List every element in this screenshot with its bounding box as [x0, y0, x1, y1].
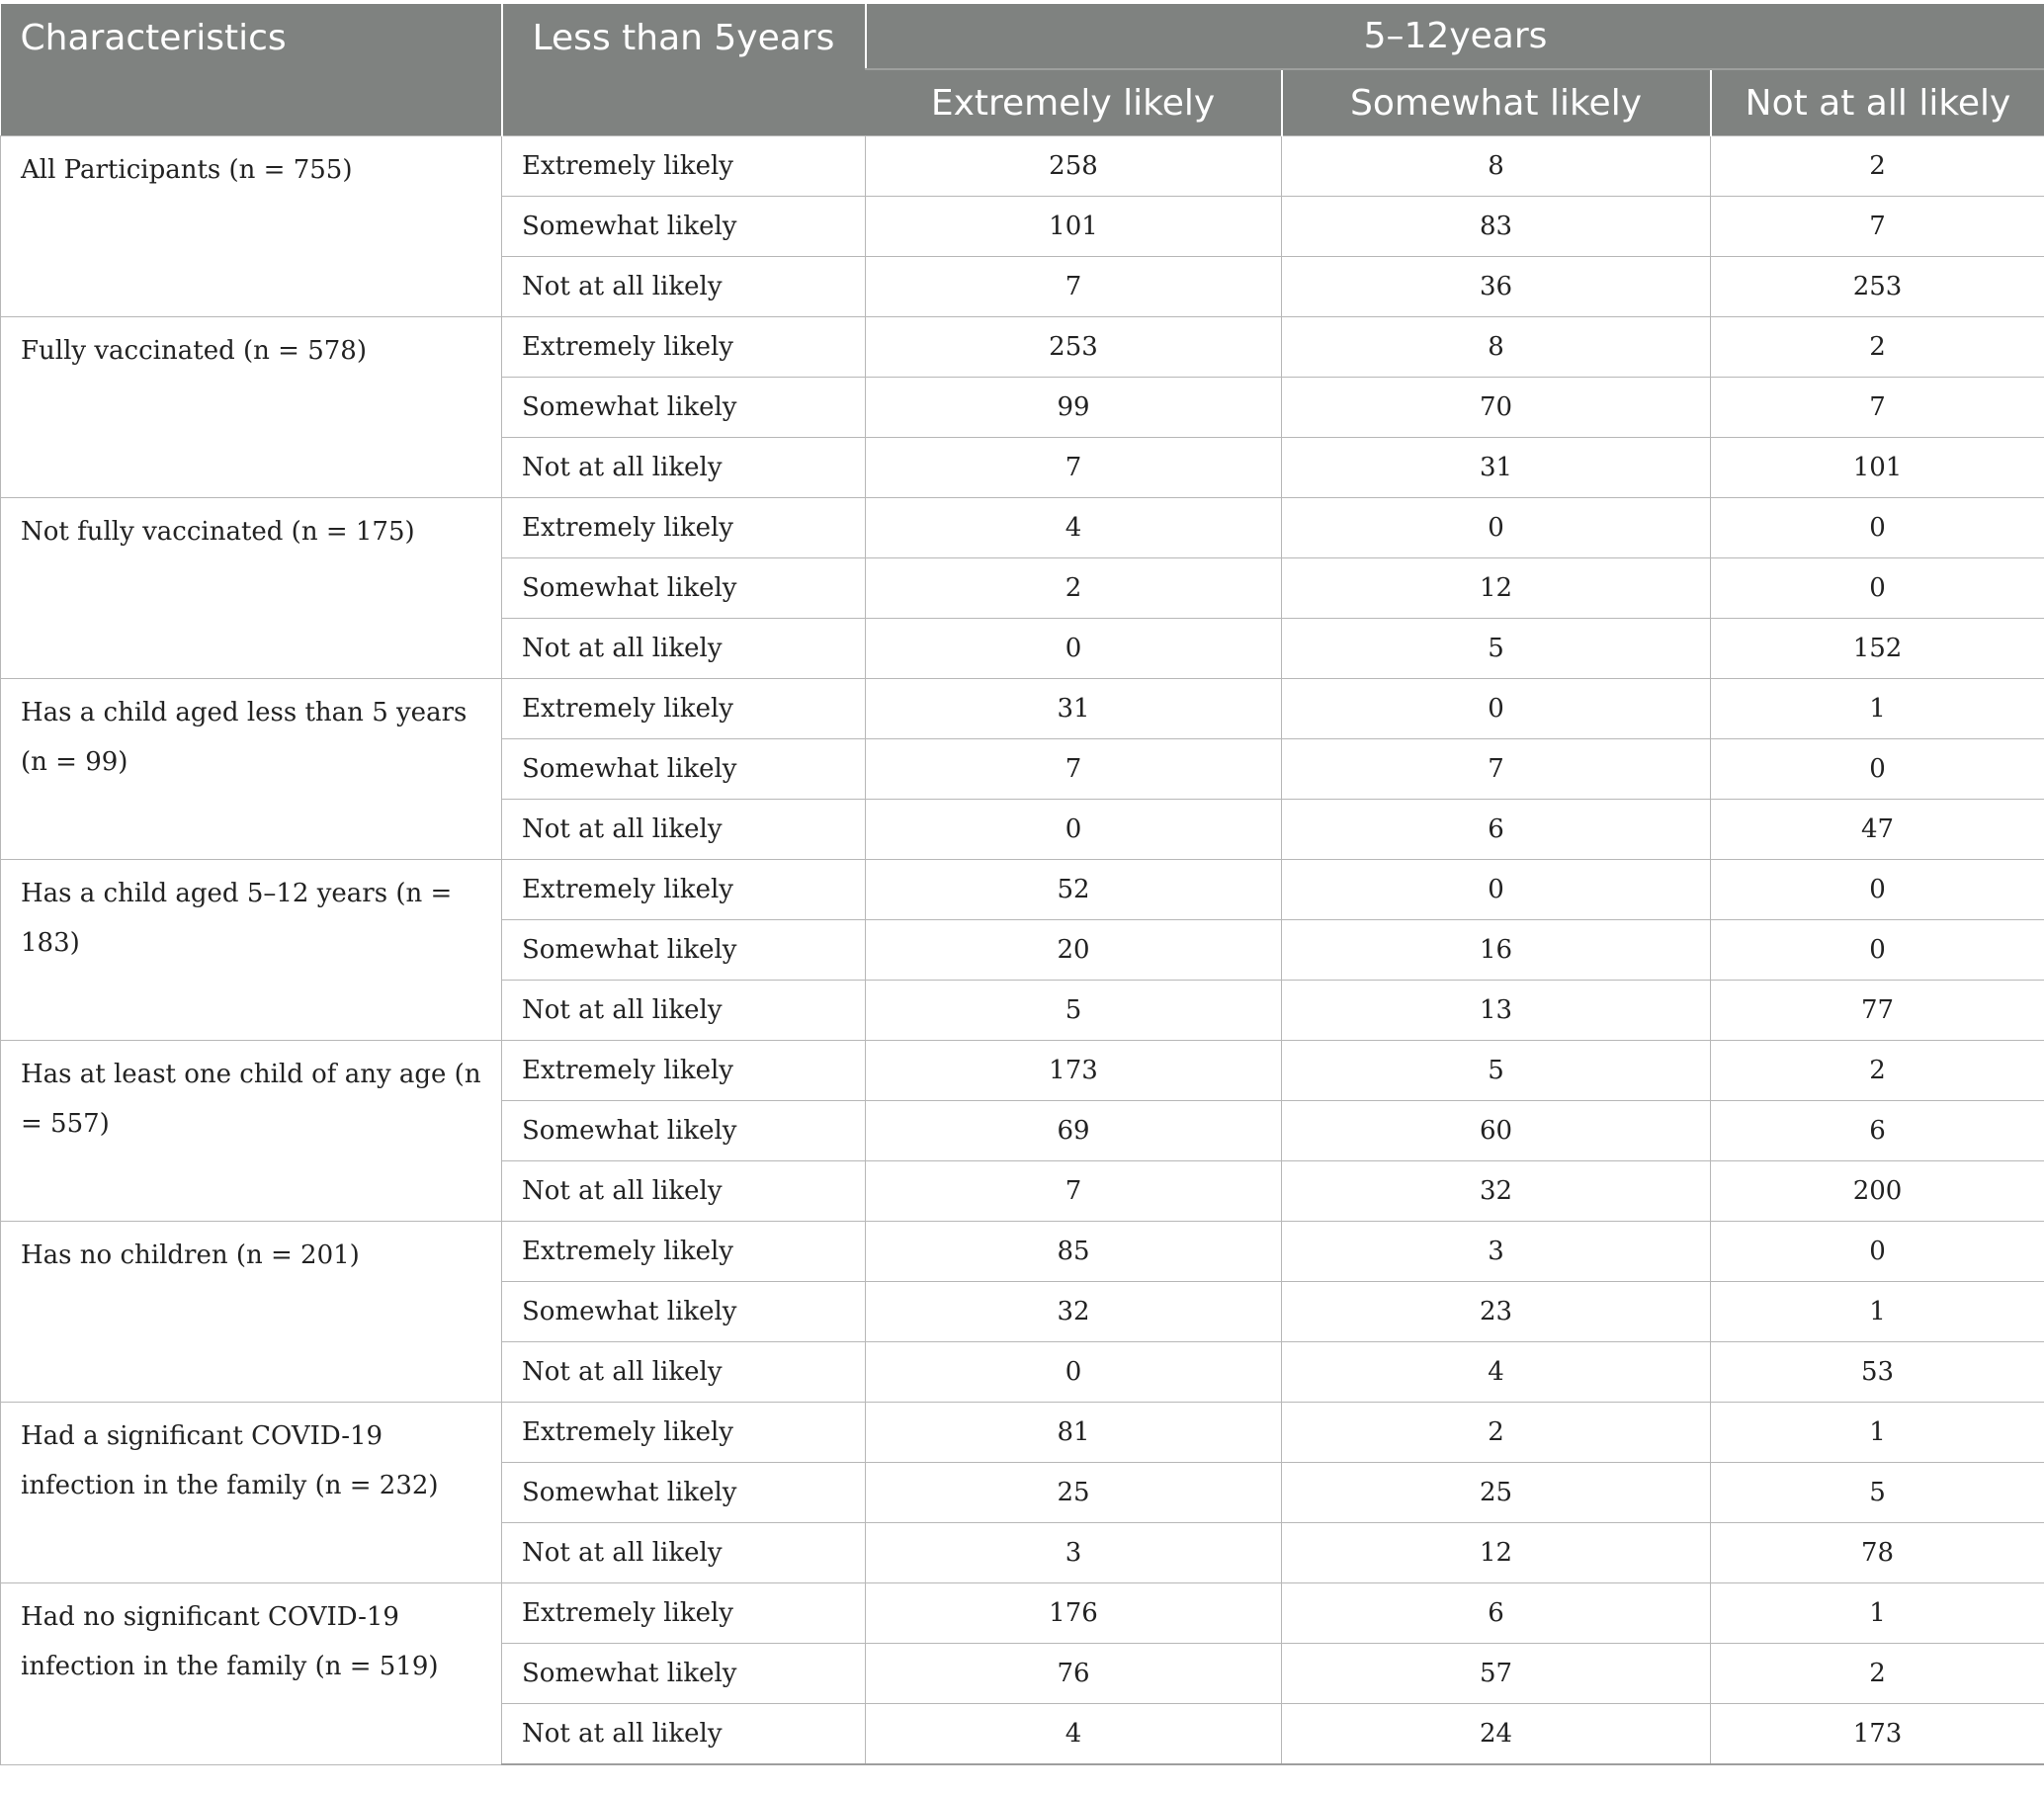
- value-somewhat-likely: 2: [1282, 1403, 1711, 1463]
- value-not-at-all-likely: 0: [1711, 498, 2044, 558]
- data-table: [0, 4, 2044, 1765]
- value-somewhat-likely: 8: [1282, 317, 1711, 378]
- table-header: [1, 4, 2044, 136]
- value-not-at-all-likely: 0: [1711, 558, 2044, 619]
- response-label: Extremely likely: [502, 136, 866, 197]
- response-label: Extremely likely: [502, 1403, 866, 1463]
- table-row: [1, 1041, 2044, 1101]
- value-not-at-all-likely: 5: [1711, 1463, 2044, 1523]
- response-label: Somewhat likely: [502, 1101, 866, 1161]
- value-extremely-likely: 4: [866, 498, 1282, 558]
- response-label: Somewhat likely: [502, 1644, 866, 1704]
- characteristic-label: Has a child aged less than 5 years (n = 99): [1, 679, 502, 860]
- value-extremely-likely: 0: [866, 619, 1282, 679]
- value-somewhat-likely: 32: [1282, 1161, 1711, 1222]
- value-somewhat-likely: 12: [1282, 1523, 1711, 1583]
- response-label: Not at all likely: [502, 981, 866, 1041]
- response-label: Extremely likely: [502, 679, 866, 739]
- response-label: Somewhat likely: [502, 739, 866, 800]
- value-not-at-all-likely: 152: [1711, 619, 2044, 679]
- value-extremely-likely: 7: [866, 1161, 1282, 1222]
- table-row: [1, 1403, 2044, 1463]
- value-not-at-all-likely: 1: [1711, 1583, 2044, 1644]
- value-extremely-likely: 4: [866, 1704, 1282, 1765]
- value-extremely-likely: 5: [866, 981, 1282, 1041]
- value-somewhat-likely: 12: [1282, 558, 1711, 619]
- value-not-at-all-likely: 7: [1711, 197, 2044, 257]
- value-extremely-likely: 76: [866, 1644, 1282, 1704]
- value-extremely-likely: 3: [866, 1523, 1282, 1583]
- response-label: Somewhat likely: [502, 1282, 866, 1342]
- value-somewhat-likely: 83: [1282, 197, 1711, 257]
- value-extremely-likely: 32: [866, 1282, 1282, 1342]
- response-label: Somewhat likely: [502, 197, 866, 257]
- table-body: [1, 136, 2044, 1765]
- value-not-at-all-likely: 200: [1711, 1161, 2044, 1222]
- value-somewhat-likely: 5: [1282, 619, 1711, 679]
- response-label: Somewhat likely: [502, 920, 866, 981]
- value-somewhat-likely: 24: [1282, 1704, 1711, 1765]
- value-not-at-all-likely: 2: [1711, 1644, 2044, 1704]
- value-somewhat-likely: 31: [1282, 438, 1711, 498]
- value-not-at-all-likely: 101: [1711, 438, 2044, 498]
- value-somewhat-likely: 3: [1282, 1222, 1711, 1282]
- header-5-12-years: 5–12years: [866, 4, 2044, 69]
- value-somewhat-likely: 6: [1282, 1583, 1711, 1644]
- response-label: Not at all likely: [502, 1342, 866, 1403]
- characteristic-label: Has a child aged 5–12 years (n = 183): [1, 860, 502, 1041]
- response-label: Not at all likely: [502, 619, 866, 679]
- characteristic-label: Had no significant COVID-19 infection in the family (n = 519): [1, 1583, 502, 1765]
- value-somewhat-likely: 57: [1282, 1644, 1711, 1704]
- header-extremely-likely: Extremely likely: [866, 69, 1282, 136]
- value-somewhat-likely: 36: [1282, 257, 1711, 317]
- value-extremely-likely: 176: [866, 1583, 1282, 1644]
- value-not-at-all-likely: 2: [1711, 317, 2044, 378]
- response-label: Not at all likely: [502, 1161, 866, 1222]
- value-somewhat-likely: 70: [1282, 378, 1711, 438]
- value-extremely-likely: 7: [866, 257, 1282, 317]
- header-characteristics: Characteristics: [1, 4, 502, 136]
- value-extremely-likely: 52: [866, 860, 1282, 920]
- value-extremely-likely: 173: [866, 1041, 1282, 1101]
- value-somewhat-likely: 23: [1282, 1282, 1711, 1342]
- value-not-at-all-likely: 0: [1711, 920, 2044, 981]
- value-somewhat-likely: 5: [1282, 1041, 1711, 1101]
- value-somewhat-likely: 8: [1282, 136, 1711, 197]
- value-not-at-all-likely: 2: [1711, 136, 2044, 197]
- response-label: Somewhat likely: [502, 1463, 866, 1523]
- value-extremely-likely: 2: [866, 558, 1282, 619]
- header-not-at-all-likely: Not at all likely: [1711, 69, 2044, 136]
- header-somewhat-likely: Somewhat likely: [1282, 69, 1711, 136]
- value-not-at-all-likely: 0: [1711, 860, 2044, 920]
- response-label: Somewhat likely: [502, 558, 866, 619]
- table-row: [1, 860, 2044, 920]
- characteristic-label: Has no children (n = 201): [1, 1222, 502, 1403]
- header-less-than-5-years: Less than 5years: [502, 4, 866, 136]
- response-label: Not at all likely: [502, 1704, 866, 1765]
- response-label: Not at all likely: [502, 438, 866, 498]
- value-extremely-likely: 0: [866, 1342, 1282, 1403]
- characteristic-label: Not fully vaccinated (n = 175): [1, 498, 502, 679]
- value-somewhat-likely: 6: [1282, 800, 1711, 860]
- characteristic-label: Fully vaccinated (n = 578): [1, 317, 502, 498]
- response-label: Not at all likely: [502, 1523, 866, 1583]
- response-label: Not at all likely: [502, 800, 866, 860]
- value-extremely-likely: 69: [866, 1101, 1282, 1161]
- characteristic-label: All Participants (n = 755): [1, 136, 502, 317]
- value-not-at-all-likely: 173: [1711, 1704, 2044, 1765]
- table-row: [1, 679, 2044, 739]
- value-somewhat-likely: 0: [1282, 679, 1711, 739]
- characteristic-label: Has at least one child of any age (n = 557): [1, 1041, 502, 1222]
- response-label: Extremely likely: [502, 1222, 866, 1282]
- value-somewhat-likely: 0: [1282, 498, 1711, 558]
- value-extremely-likely: 101: [866, 197, 1282, 257]
- characteristic-label: Had a significant COVID-19 infection in the family (n = 232): [1, 1403, 502, 1583]
- value-not-at-all-likely: 253: [1711, 257, 2044, 317]
- value-somewhat-likely: 0: [1282, 860, 1711, 920]
- value-extremely-likely: 7: [866, 739, 1282, 800]
- response-label: Somewhat likely: [502, 378, 866, 438]
- value-extremely-likely: 253: [866, 317, 1282, 378]
- value-somewhat-likely: 25: [1282, 1463, 1711, 1523]
- value-extremely-likely: 31: [866, 679, 1282, 739]
- value-not-at-all-likely: 0: [1711, 1222, 2044, 1282]
- table-row: [1, 1222, 2044, 1282]
- response-label: Extremely likely: [502, 1041, 866, 1101]
- value-not-at-all-likely: 78: [1711, 1523, 2044, 1583]
- value-extremely-likely: 20: [866, 920, 1282, 981]
- table-row: [1, 498, 2044, 558]
- value-somewhat-likely: 60: [1282, 1101, 1711, 1161]
- value-not-at-all-likely: 53: [1711, 1342, 2044, 1403]
- value-not-at-all-likely: 1: [1711, 1282, 2044, 1342]
- value-extremely-likely: 7: [866, 438, 1282, 498]
- value-not-at-all-likely: 47: [1711, 800, 2044, 860]
- value-extremely-likely: 25: [866, 1463, 1282, 1523]
- value-not-at-all-likely: 1: [1711, 1403, 2044, 1463]
- value-not-at-all-likely: 0: [1711, 739, 2044, 800]
- table-row: [1, 1583, 2044, 1644]
- value-not-at-all-likely: 7: [1711, 378, 2044, 438]
- value-not-at-all-likely: 6: [1711, 1101, 2044, 1161]
- value-not-at-all-likely: 1: [1711, 679, 2044, 739]
- value-extremely-likely: 258: [866, 136, 1282, 197]
- table-row: [1, 317, 2044, 378]
- response-label: Extremely likely: [502, 860, 866, 920]
- value-extremely-likely: 99: [866, 378, 1282, 438]
- value-not-at-all-likely: 2: [1711, 1041, 2044, 1101]
- response-label: Extremely likely: [502, 498, 866, 558]
- value-extremely-likely: 85: [866, 1222, 1282, 1282]
- value-somewhat-likely: 7: [1282, 739, 1711, 800]
- value-not-at-all-likely: 77: [1711, 981, 2044, 1041]
- response-label: Extremely likely: [502, 1583, 866, 1644]
- response-label: Extremely likely: [502, 317, 866, 378]
- value-extremely-likely: 0: [866, 800, 1282, 860]
- table-row: [1, 136, 2044, 197]
- value-somewhat-likely: 13: [1282, 981, 1711, 1041]
- value-extremely-likely: 81: [866, 1403, 1282, 1463]
- value-somewhat-likely: 4: [1282, 1342, 1711, 1403]
- response-label: Not at all likely: [502, 257, 866, 317]
- value-somewhat-likely: 16: [1282, 920, 1711, 981]
